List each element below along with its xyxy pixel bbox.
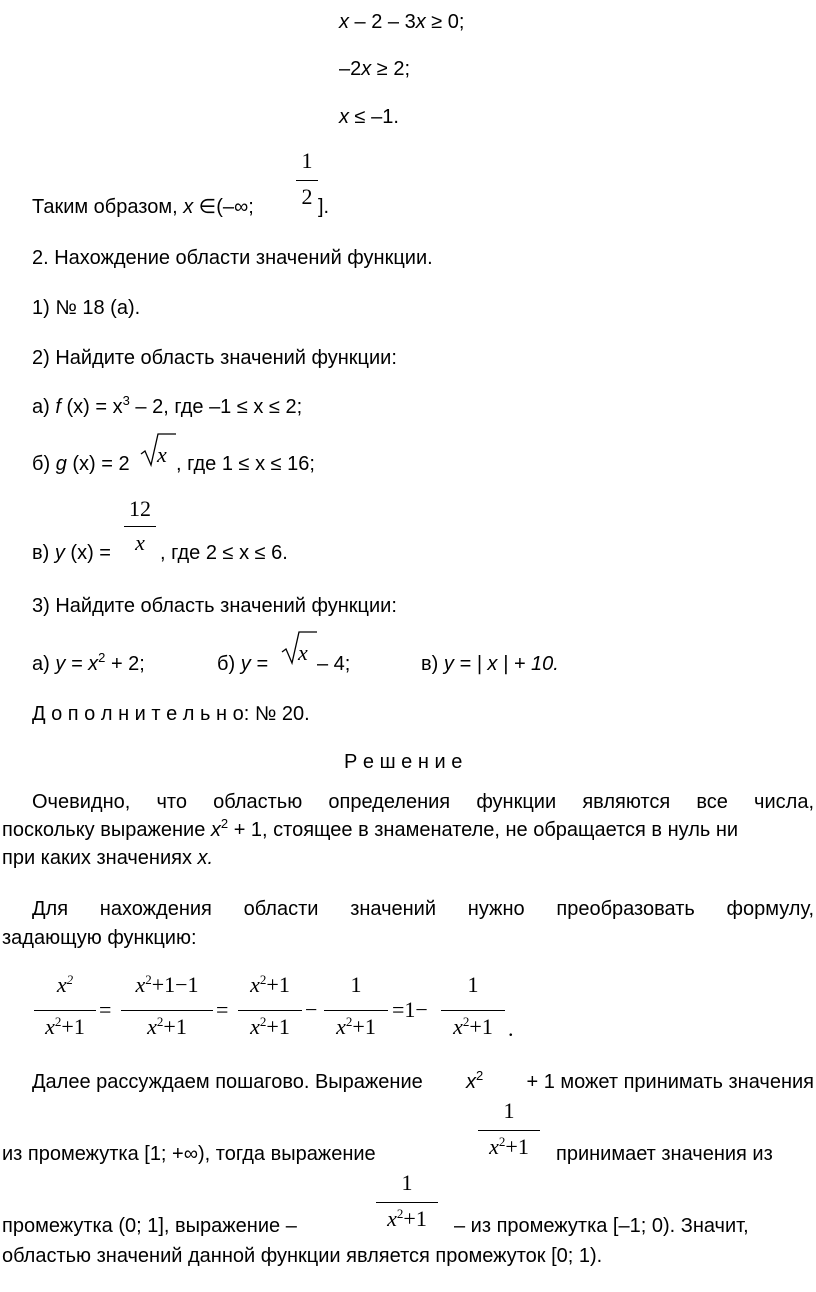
para-3-text-a: Далее рассуждаем пошагово. Выражение (32, 1071, 423, 1093)
fraction-den-exp: 2 (498, 1134, 506, 1149)
item-2b-expr: (x) = 2 (72, 453, 130, 475)
item-3b-label: б) (217, 653, 236, 675)
element-of-symbol: ∈ (198, 196, 217, 218)
para-1-var-end: x. (197, 847, 214, 869)
step-1: x – 2 – 3x ≥ 0; (339, 11, 465, 33)
para-3-exponent: 2 (476, 1068, 484, 1083)
fraction-numerator: 1 (301, 148, 313, 173)
fraction-bar (441, 1010, 505, 1011)
item-3b-sqrt-arg: x (298, 640, 308, 665)
para-2-line-1: Для нахождения области значений нужно преобразовать формулу, (32, 898, 814, 920)
item-2c (32, 541, 111, 565)
fraction-denominator: x (135, 530, 145, 555)
para-1-line-1: Очевидно, что областью определения функции являются все числа, (32, 791, 814, 813)
f5-den-tail: +1 (469, 1014, 493, 1039)
para-3-var: x (466, 1071, 476, 1093)
fraction-den-tail: +1 (403, 1206, 427, 1231)
formula-fraction-5 (441, 972, 505, 1052)
function-f: f (55, 396, 61, 418)
item-2b (32, 452, 130, 476)
thus-line (32, 195, 254, 219)
para-3-fraction-2 (376, 1170, 438, 1240)
para-3-fraction-1 (478, 1098, 540, 1168)
f1-den-tail: +1 (61, 1014, 85, 1039)
item-3a (32, 652, 145, 676)
f2-num-exp: 2 (145, 972, 152, 987)
formula-fraction-3 (238, 972, 302, 1052)
formula-fraction-2 (121, 972, 213, 1052)
additional-line (32, 702, 310, 726)
item-3b-rest: – 4; (317, 653, 351, 675)
f5-den-var: x (453, 1014, 463, 1039)
para-1-line-2 (2, 818, 814, 842)
item-2a-exponent: 3 (122, 393, 130, 408)
para-1-text-c: при каких значениях (2, 847, 192, 869)
equals-sign: = (99, 997, 112, 1022)
f4-den-exp: 2 (345, 1014, 353, 1029)
item-2a-label: а) (32, 396, 50, 418)
item-2a-expr: (x) = x (66, 396, 123, 418)
f2-den-var: x (147, 1014, 157, 1039)
f3-den-exp: 2 (259, 1014, 267, 1029)
f4-den-tail: +1 (352, 1014, 376, 1039)
f2-den-tail: +1 (163, 1014, 187, 1039)
additional-value: № 20. (254, 703, 310, 725)
item-2-title: 2) Найдите область значений функции: (32, 347, 397, 369)
fraction-bar (296, 180, 318, 181)
item-3-title: 3) Найдите область значений функции: (32, 595, 397, 617)
para-1-var: x (210, 819, 221, 841)
formula-dot: . (508, 1016, 514, 1041)
f1-num-exp: 2 (66, 972, 74, 987)
item-3c (421, 652, 559, 676)
step-3: x ≤ –1. (339, 106, 399, 128)
solution-title: Р е ш е н и е (344, 751, 463, 773)
fraction-numerator: 12 (129, 496, 151, 521)
thus-interval-open: (–∞; (216, 196, 254, 218)
fraction-den-tail: +1 (505, 1134, 529, 1159)
step-2: –2x ≥ 2; (339, 58, 411, 80)
item-2c-expr: (x) = (70, 542, 111, 564)
fraction-bar (34, 1010, 96, 1011)
para-1-text-a: поскольку выражение (2, 819, 206, 841)
fraction-numerator: 1 (401, 1170, 413, 1195)
item-3a-rest: + 2; (105, 653, 145, 675)
para-3-text-b: + 1 может принимать значения (526, 1071, 814, 1093)
item-2b-sqrt-arg: x (157, 442, 167, 467)
item-3a-label: а) (32, 653, 50, 675)
thus-prefix: Таким образом, (32, 196, 178, 218)
f4-num: 1 (350, 972, 362, 997)
para-3-line-4: областью значений данной функции является промежуток [0; 1). (2, 1245, 603, 1267)
formula-fraction-1 (34, 972, 96, 1052)
item-3c-label: в) (421, 653, 439, 675)
item-3b (217, 652, 268, 676)
para-2-line-2: задающую функцию: (2, 927, 197, 949)
f1-den-exp: 2 (54, 1014, 62, 1029)
f5-num: 1 (467, 972, 479, 997)
fraction-bar (124, 526, 156, 527)
section-2-title: 2. Нахождение области значений функции. (32, 247, 433, 269)
para-1-exponent: 2 (220, 816, 229, 831)
f2-num-var: x (135, 972, 146, 997)
f3-num-var: x (250, 972, 260, 997)
f2-num-tail: +1−1 (151, 972, 199, 997)
item-3a-exponent: 2 (98, 650, 106, 665)
f5-den-exp: 2 (462, 1014, 470, 1029)
f3-num-tail: +1 (266, 972, 290, 997)
thus-interval-close: ]. (318, 196, 330, 218)
f1-den-var: x (45, 1014, 55, 1039)
para-1-line-3 (2, 846, 213, 870)
fraction-bar (324, 1010, 388, 1011)
function-g: g (55, 453, 67, 475)
fraction-den-var: x (387, 1206, 397, 1231)
item-2a (32, 395, 302, 419)
f3-den-tail: +1 (266, 1014, 290, 1039)
item-2a-rest: – 2, где –1 ≤ x ≤ 2; (129, 396, 303, 418)
item-2b-rest: , где 1 ≤ x ≤ 16; (176, 453, 315, 475)
item-2b-label: б) (32, 453, 51, 475)
minus-sign: − (305, 997, 318, 1022)
item-3c-expr: y = | x | + 10. (443, 653, 559, 675)
para-1-text-b: + 1, стоящее в знаменателе, не обращается в нуль ни (233, 819, 739, 841)
fraction-bar (238, 1010, 302, 1011)
item-3b-expr: y = (240, 653, 268, 675)
para-3-line-1 (32, 1070, 814, 1094)
item-2c-rest: , где 2 ≤ x ≤ 6. (160, 542, 288, 564)
f4-den-var: x (336, 1014, 346, 1039)
f1-num-var: x (56, 972, 67, 997)
f3-num-exp: 2 (259, 972, 267, 987)
para-3-line-2-b: принимает значения из (556, 1143, 773, 1165)
fraction-den-var: x (489, 1134, 499, 1159)
fraction-bar (478, 1130, 540, 1131)
fraction-bar (376, 1202, 438, 1203)
formula-fraction-4 (324, 972, 388, 1052)
equals-one-minus: =1− (392, 997, 428, 1022)
para-3-line-3-a: промежутка (0; 1], выражение – (2, 1215, 297, 1237)
f3-den-var: x (250, 1014, 260, 1039)
fraction-den-exp: 2 (396, 1206, 404, 1221)
item-2c-fraction (124, 496, 156, 562)
fraction-denominator: 2 (301, 184, 313, 209)
para-3-line-2-a: из промежутка [1; +∞), тогда выражение (2, 1143, 376, 1165)
f2-den-exp: 2 (156, 1014, 164, 1029)
item-3a-expr: y = x (55, 653, 99, 675)
equals-sign: = (216, 997, 229, 1022)
function-y: y (54, 542, 65, 564)
thus-fraction (296, 148, 318, 214)
para-3-line-3-b: – из промежутка [–1; 0). Значит, (454, 1215, 749, 1237)
item-2c-label: в) (32, 542, 50, 564)
item-1: 1) № 18 (а). (32, 297, 141, 319)
thus-var: x (183, 196, 194, 218)
fraction-bar (121, 1010, 213, 1011)
fraction-numerator: 1 (503, 1098, 515, 1123)
additional-label: Д о п о л н и т е л ь н о: (32, 703, 250, 725)
